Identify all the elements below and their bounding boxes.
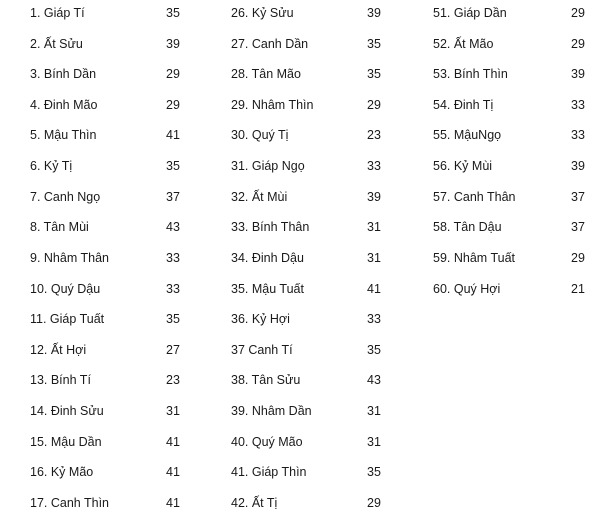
row-label: 14. Đinh Sửu xyxy=(30,404,104,418)
row-label: 36. Kỷ Hợi xyxy=(231,312,290,326)
row-value: 41 xyxy=(367,282,381,296)
row-value: 43 xyxy=(367,373,381,387)
row-value: 31 xyxy=(367,435,381,449)
row-label: 15. Mậu Dần xyxy=(30,435,102,449)
row-value: 31 xyxy=(367,404,381,418)
row-label: 35. Mậu Tuất xyxy=(231,282,304,296)
row-label: 53. Bính Thìn xyxy=(433,67,508,81)
row-value: 35 xyxy=(166,159,180,173)
row-value: 33 xyxy=(367,159,381,173)
row-value: 39 xyxy=(571,159,585,173)
row-value: 29 xyxy=(571,6,585,20)
row-label: 27. Canh Dần xyxy=(231,37,309,51)
row-label: 26. Kỷ Sửu xyxy=(231,6,294,20)
row-label: 33. Bính Thân xyxy=(231,220,310,234)
row-value: 33 xyxy=(166,251,180,265)
row-label: 34. Đinh Dậu xyxy=(231,251,304,265)
row-value: 29 xyxy=(367,496,381,510)
row-value: 41 xyxy=(166,465,180,479)
row-label: 11. Giáp Tuất xyxy=(30,312,105,326)
row-label: 12. Ất Hợi xyxy=(30,343,87,357)
row-label: 41. Giáp Thìn xyxy=(231,465,307,479)
row-value: 35 xyxy=(367,343,381,357)
row-label: 30. Quý Tị xyxy=(231,128,289,142)
row-label: 8. Tân Mùi xyxy=(30,220,89,234)
row-value: 43 xyxy=(166,220,180,234)
row-label: 4. Đinh Mão xyxy=(30,98,98,112)
row-value: 31 xyxy=(367,251,381,265)
row-label: 59. Nhâm Tuất xyxy=(433,251,515,265)
row-value: 35 xyxy=(166,312,180,326)
row-label: 39. Nhâm Dần xyxy=(231,404,312,418)
row-value: 29 xyxy=(166,98,180,112)
row-value: 33 xyxy=(571,98,585,112)
row-label: 52. Ất Mão xyxy=(433,37,494,51)
row-value: 33 xyxy=(571,128,585,142)
row-label: 13. Bính Tí xyxy=(30,373,91,387)
row-label: 56. Kỷ Mùi xyxy=(433,159,493,173)
row-value: 29 xyxy=(367,98,381,112)
row-label: 57. Canh Thân xyxy=(433,190,516,204)
row-value: 29 xyxy=(166,67,180,81)
row-label: 1. Giáp Tí xyxy=(30,6,85,20)
row-value: 37 xyxy=(571,190,585,204)
row-value: 21 xyxy=(571,282,585,296)
row-label: 32. Ất Mùi xyxy=(231,190,288,204)
row-value: 35 xyxy=(367,37,381,51)
row-label: 3. Bính Dần xyxy=(30,67,97,81)
row-label: 40. Quý Mão xyxy=(231,435,303,449)
row-label: 6. Kỷ Tị xyxy=(30,159,73,173)
row-label: 54. Đinh Tị xyxy=(433,98,494,112)
row-value: 41 xyxy=(166,128,180,142)
row-value: 31 xyxy=(367,220,381,234)
row-value: 39 xyxy=(367,190,381,204)
row-label: 58. Tân Dậu xyxy=(433,220,502,234)
row-label: 28. Tân Mão xyxy=(231,67,301,81)
row-value: 39 xyxy=(166,37,180,51)
row-label: 42. Ất Tị xyxy=(231,496,278,510)
row-label: 17. Canh Thìn xyxy=(30,496,109,510)
row-value: 39 xyxy=(367,6,381,20)
row-label: 5. Mậu Thìn xyxy=(30,128,97,142)
row-label: 60. Quý Hợi xyxy=(433,282,501,296)
row-label: 31. Giáp Ngọ xyxy=(231,159,305,173)
row-value: 41 xyxy=(166,435,180,449)
row-label: 9. Nhâm Thân xyxy=(30,251,109,265)
row-label: 51. Giáp Dần xyxy=(433,6,507,20)
row-value: 23 xyxy=(367,128,381,142)
row-label: 29. Nhâm Thìn xyxy=(231,98,314,112)
row-value: 23 xyxy=(166,373,180,387)
row-value: 33 xyxy=(367,312,381,326)
row-value: 37 xyxy=(166,190,180,204)
row-value: 35 xyxy=(367,465,381,479)
row-value: 27 xyxy=(166,343,180,357)
row-value: 29 xyxy=(571,37,585,51)
row-label: 38. Tân Sửu xyxy=(231,373,301,387)
row-label: 16. Kỷ Mão xyxy=(30,465,94,479)
row-value: 37 xyxy=(571,220,585,234)
row-value: 41 xyxy=(166,496,180,510)
row-label: 10. Quý Dậu xyxy=(30,282,101,296)
row-value: 35 xyxy=(367,67,381,81)
row-value: 35 xyxy=(166,6,180,20)
row-label: 2. Ất Sửu xyxy=(30,37,83,51)
row-value: 29 xyxy=(571,251,585,265)
row-label: 55. MậuNgọ xyxy=(433,128,502,142)
row-value: 39 xyxy=(571,67,585,81)
row-value: 33 xyxy=(166,282,180,296)
row-label: 7. Canh Ngọ xyxy=(30,190,101,204)
row-label: 37 Canh Tí xyxy=(231,343,293,357)
row-value: 31 xyxy=(166,404,180,418)
